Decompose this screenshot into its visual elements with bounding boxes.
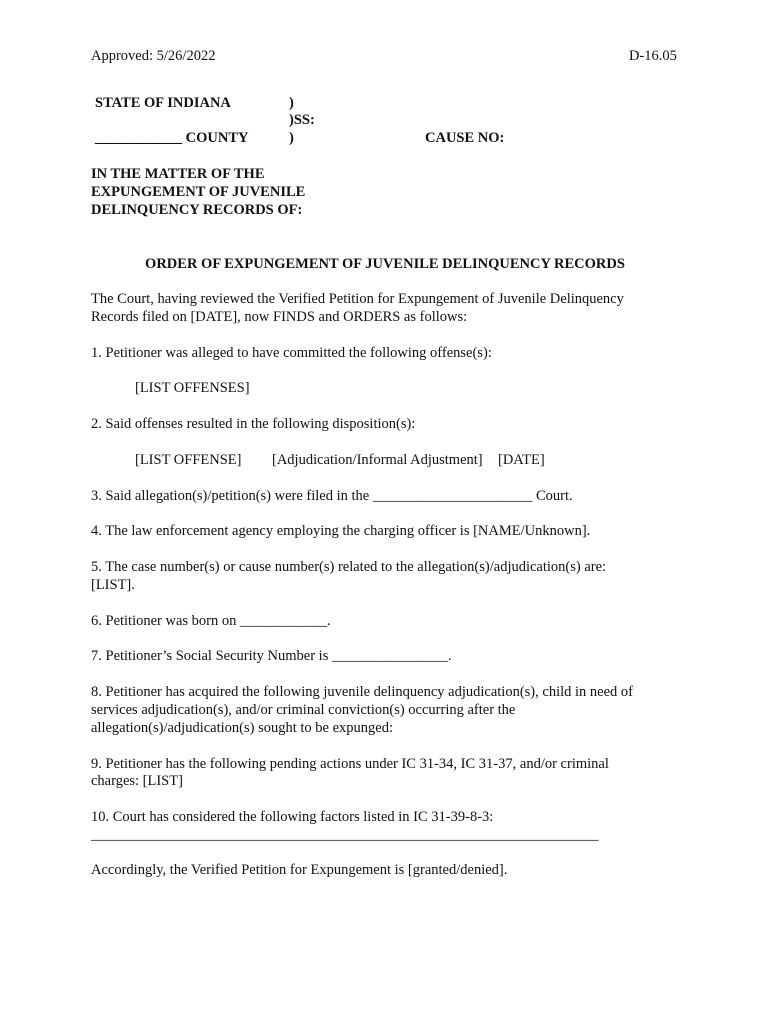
item-7: 7. Petitioner’s Social Security Number is ________________. — [91, 648, 452, 664]
item-2: 2. Said offenses resulted in the following disposition(s): — [91, 416, 416, 432]
item-8-line-1: 8. Petitioner has acquired the following juvenile delinquency adjudication(s), child in need of — [91, 684, 633, 700]
caption-paren-bottom: ) — [289, 130, 294, 146]
item-9-line-2: charges: [LIST] — [91, 773, 183, 789]
conclusion: Accordingly, the Verified Petition for Expungement is [granted/denied]. — [91, 862, 508, 878]
item-2-offense: [LIST OFFENSE] — [135, 452, 242, 468]
item-5-line-2: [LIST]. — [91, 577, 135, 593]
form-code: D-16.05 — [629, 48, 677, 64]
matter-line-3: DELINQUENCY RECORDS OF: — [91, 202, 303, 218]
caption-paren-top: ) — [289, 95, 294, 111]
item-2-adjudication: [Adjudication/Informal Adjustment] — [272, 452, 483, 468]
approved-date: Approved: 5/26/2022 — [91, 48, 216, 64]
caption-state: STATE OF INDIANA — [95, 95, 231, 111]
matter-line-2: EXPUNGEMENT OF JUVENILE — [91, 184, 306, 200]
item-8-line-2: services adjudication(s), and/or criminal conviction(s) occurring after the — [91, 702, 516, 718]
item-4: 4. The law enforcement agency employing the charging officer is [NAME/Unknown]. — [91, 523, 591, 539]
intro-line-2: Records filed on [DATE], now FINDS and ORDERS as follows: — [91, 309, 468, 325]
item-1: 1. Petitioner was alleged to have committed the following offense(s): — [91, 345, 492, 361]
matter-line-1: IN THE MATTER OF THE — [91, 166, 265, 182]
caption-county: ____________ COUNTY — [95, 130, 249, 146]
document-title: ORDER OF EXPUNGEMENT OF JUVENILE DELINQUENCY RECORDS — [145, 256, 625, 272]
item-9-line-1: 9. Petitioner has the following pending actions under IC 31-34, IC 31-37, and/or criminal — [91, 756, 609, 772]
item-6: 6. Petitioner was born on ____________. — [91, 613, 331, 629]
item-8-line-3: allegation(s)/adjudication(s) sought to be expunged: — [91, 720, 394, 736]
cause-number-label: CAUSE NO: — [425, 130, 505, 146]
item-10-line-1: 10. Court has considered the following factors listed in IC 31-39-8-3: — [91, 809, 494, 825]
item-2-date: [DATE] — [498, 452, 545, 468]
caption-ss: )SS: — [289, 112, 315, 128]
item-1-offenses: [LIST OFFENSES] — [135, 380, 250, 396]
intro-line-1: The Court, having reviewed the Verified Petition for Expungement of Juvenile Delinquency — [91, 291, 624, 307]
item-5-line-1: 5. The case number(s) or cause number(s) related to the allegation(s)/adjudication(s) are: — [91, 559, 607, 575]
item-3: 3. Said allegation(s)/petition(s) were filed in the ______________________ Court. — [91, 488, 573, 504]
item-10-blank-line: ______________________________________________________________________ — [91, 827, 599, 843]
